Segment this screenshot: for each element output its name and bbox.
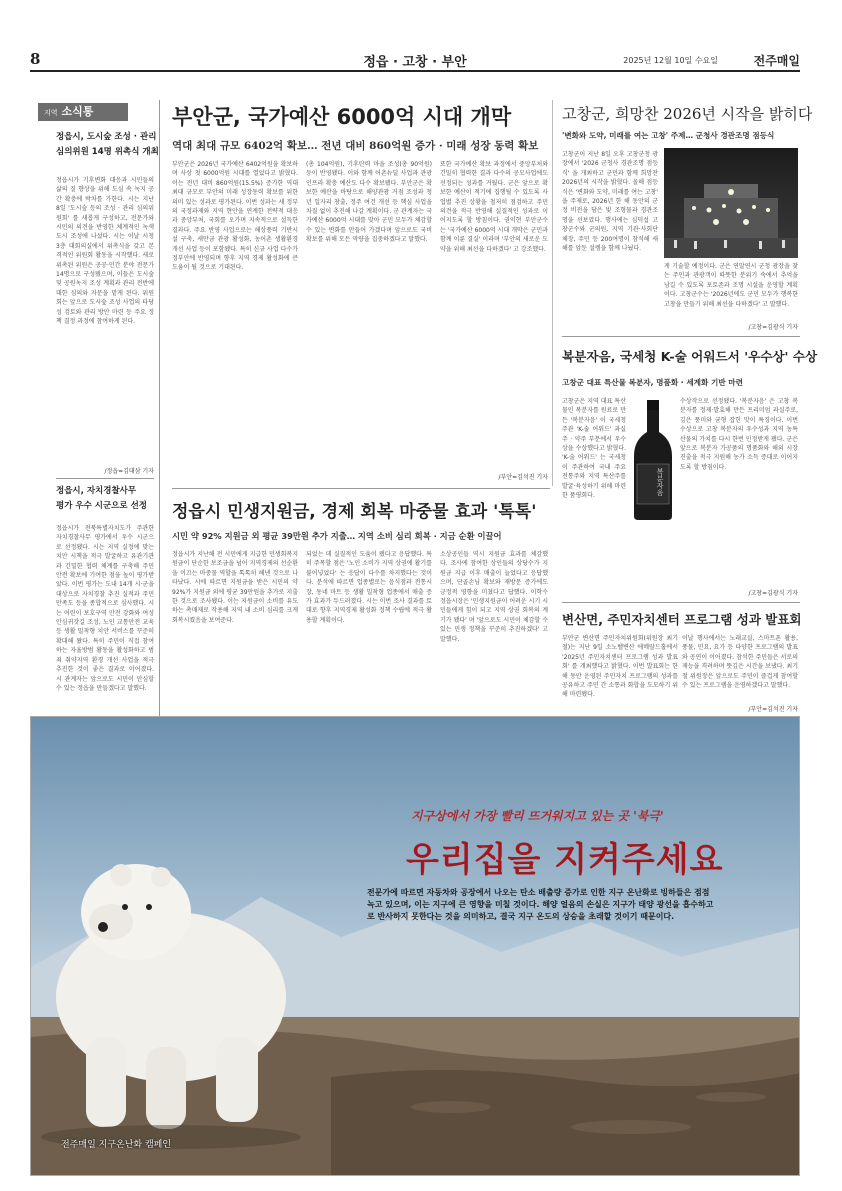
buan-col3-text: 또한 국가예산 확보 과정에서 중앙부처와 긴밀히 협력한 결과 다수의 공모사업에도 선정되는 성과를 거뒀다. 군은 앞으로 확보한 예산이 적기에 집행될 수 있도록 사업별 추진 상황을 철저히 점검하고 주민 의견을 적극 반영해 실질적인 성과로 이어지도록 할 방침이다. 권익현 부안군수는 '국가예산 6000억 시대 개막은 군민과 함께 이룬 결실' 이라며 '부안의 새로운 도약을 위해 최선을 다하겠다' 고 강조했다. [440,161,548,253]
jeongeup-col2-text: 되었는 데 실질적인 도움이 됐다고 응답했다. 특히 주목할 점은 '노인 소비가 지역 상권에 활기를 불어넣었다' 는 응답이 다수를 차지했다는 것이다. 분석에 따르면 업종별로는 음식점과 전통시장, 동네 마트 등 생활 밀착형 업종에서 매출 증가 효과가 두드러졌다. 시는 이번 조사 결과를 토대로 향후 지역경제 활성화 정책 수립에 적극 활용할 계획이다. [306,551,432,624]
bokbunja-col1-text: 고창군은 지역 대표 특산물인 복분자를 원료로 만든 '복분자음' 이 국세청 주관 'K-술 어워드' 과실주 · 약주 부문에서 우수상을 수상했다고 밝혔다. 'K-술 어워드' 는 국세청이 주관하여 국내 주요 전통주와 지역 특산주를 발굴·육성하기 위해 마련한 품평회다. [562,398,626,500]
sidebar-tag-small: 지역 [44,109,58,117]
page-number: 8 [30,50,41,68]
ad-body [367,887,787,923]
buan-subhead: 역대 최대 규모 6402억 확보… 전년 대비 860억원 증가 · 미래 성장 동력 확보 [172,140,539,152]
gochang-col2 [664,262,798,322]
publication-name: 전주매일 [753,54,800,68]
sidebar-item1-title [56,130,160,160]
sidebar-divider [56,478,154,479]
jeongeup-col3-text: 소상공인들 역시 지원금 효과를 체감했다. 조사에 참여한 상인들의 상당수가 지원금 지급 이후 매출이 늘었다고 응답했으며, 단골손님 확보와 재방문 증가에도 긍정적 영향을 미쳤다고 답했다. 이학수 정읍시장은 '민생지원금이 어려운 시기 시민들에게 힘이 되고 지역 상권 회복의 계기가 됐다' 며 '앞으로도 시민이 체감할 수 있는 민생 정책을 꾸준히 추진하겠다' 고 말했다. [440,551,548,643]
gochang-col2-text: 게 기술할 예정이다. 군은 연말연시 군청 광장을 찾는 주민과 관광객이 따뜻한 분위기 속에서 추억을 남길 수 있도록 포토존과 조명 시설을 운영할 계획이다. 고창군수는 '2026년에도 군민 모두가 행복한 고창을 만들기 위해 최선을 다하겠다' 고 말했다. [664,263,798,308]
sidebar-item2-text: 정읍시가 전북특별자치도가 주관한 자치경찰사무 평가에서 우수 시군으로 선정됐다. 시는 지역 실정에 맞는 치안 시책을 적극 발굴하고 유관기관과 긴밀한 협력 체계를 구축해 주민 안전 확보에 기여한 점을 높이 평가받았다. 이번 평가는 도내 14개 시·군을 대상으로 자치경찰 추진 실적과 주민 만족도 등을 종합적으로 심사했다. 시는 어린이 보호구역 안전 강화와 여성 안심귀갓길 조성, 노인 교통안전 교육 등 생활 밀착형 치안 서비스를 꾸준히 확대해 왔다. 특히 주민이 직접 참여하는 자율방범 활동을 활성화하고 범죄 취약지역 환경 개선 사업을 적극 추진한 것이 좋은 결과로 이어졌다. 시 관계자는 앞으로도 시민이 안심할 수 있는 정읍을 만들겠다고 말했다. [56,525,154,692]
buan-col1-text: 부안군은 2026년 국가예산 6402억원을 확보하며 사상 첫 6000억원 시대를 열었다고 밝혔다. 이는 전년 대비 860억원(15.5%) 증가한 역대 최대 규모로 부안의 미래 성장동력 확보를 위한 의미 있는 성과로 평가된다. 이번 성과는 새 정부의 국정과제와 지역 현안을 연계한 전략적 대응과 중앙부처, 국회를 오가며 지속적으로 설득한 결과다. 주요 반영 사업으로는 해상풍력 기반시설 구축, 새만금 관광 활성화, 농어촌 생활환경 개선 사업 등이 포함됐다. 특히 신규 사업 다수가 정부안에 반영되며 향후 지역 경제 활성화에 큰 도움이 될 것으로 기대된다. [172,161,298,272]
article-divider [172,488,550,489]
column-divider [552,100,553,486]
sidebar-item1-byline: /정읍=김대삼 기자 [104,468,154,475]
article-divider [562,602,800,603]
buan-col2 [306,160,432,486]
gochang-byline: /고창=김광식 기자 [748,324,798,331]
jeongeup-col2 [306,550,432,736]
jeongeup-subhead: 시민 약 92% 지원금 외 평균 39만원 추가 지출… 지역 소비 심리 회복 · 지금 순환 이끌어 [172,531,502,541]
byeonsan-col2-text: 이날 행사에서는 노래교실, 스마트폰 활용, 풍물, 민요, 요가 등 다양한 프로그램의 발표와 공연이 이어졌다. 참석한 주민들은 서로의 재능을 격려하며 뜻깊은 시간을 보냈다. 최기철 위원장은 앞으로도 주민이 즐겁게 참여할 수 있는 프로그램을 운영하겠다고 말했다. [682,635,798,690]
gochang-photo [664,148,798,258]
sidebar-item1-body [56,176,154,466]
buan-headline: 부안군, 국가예산 6000억 시대 개막 [172,105,512,129]
sidebar-item1-title-line1: 정읍시, 도시숲 조성 · 관리 [56,132,157,142]
bokbunja-col2 [680,397,798,587]
sidebar-tag-label: 소식통 [61,105,94,118]
buan-col2-text: (총 104억원), 기후탄력 마을 조성(총 90억원) 등이 반영됐다. 이와 함께 어촌뉴딜 사업과 관광 인프라 확충 예산도 다수 확보됐다. 부안군은 확보한 예산을 바탕으로 해양관광 거점 조성과 청년 일자리 창출, 정주 여건 개선 등 핵심 사업을 차질 없이 추진해 나갈 계획이다. 군 관계자는 국가예산 6000억 시대를 맞아 군민 모두가 체감할 수 있는 변화를 만들어 가겠다며 앞으로도 국비 확보를 위해 모든 역량을 집중하겠다고 말했다. [306,161,432,244]
ad-tagline: 지구상에서 가장 빨리 뜨거워지고 있는 곳 '북극' [411,809,664,823]
ad-body-line3: 로 반사하지 못한다는 것을 의미하고, 결국 지구 온도의 상승을 초래할 것이기 때문이다. [367,912,675,921]
sidebar-item2-title-line2: 평가 우수 시군으로 선정 [56,501,147,511]
bokbunja-col1a [562,397,626,521]
byeonsan-col1-text: 부안군 변산면 주민자치위원회(위원장 최기철)는 지난 9일 소노벨변산 에메랄드홀에서 '2025년 주민자치센터 프로그램 성과 발표회' 를 개최했다고 밝혔다. 이번 발표회는 한 해 동안 운영된 주민자치 프로그램의 성과를 공유하고 주민 간 소통과 화합을 도모하기 위해 마련됐다. [562,635,678,699]
article-divider [562,336,800,337]
night-lights-illustration [664,148,798,258]
byeonsan-col1 [562,634,678,718]
sidebar-item2-body [56,524,154,730]
ad-footer: 전주매일 지구온난화 캠페인 [61,1140,172,1150]
byeonsan-headline: 변산면, 주민자치센터 프로그램 성과 발표회 [562,612,802,627]
bokbunja-col2-text: 수상작으로 선정됐다. '복분자음' 은 고창 복분자를 정제·발효해 만든 프리미엄 과실주로, 깊은 풍미와 균형 잡힌 맛이 특징이다. 이번 수상으로 고창 복분자의 우수성과 지역 농특산물의 가치를 다시 한번 인정받게 됐다. 군은 앞으로 복분자 가공품의 명품화와 해외 시장 진출을 적극 지원해 농가 소득 증대로 이어지도록 할 방침이다. [680,398,798,471]
section-title: 정읍 · 고창 · 부안 [363,55,467,70]
byeonsan-byline: /부안=김석진 기자 [748,706,798,713]
bokbunja-subhead: 고창군 대표 특산물 복분자, 명품화 · 세계화 기반 마련 [562,378,743,387]
ad-body-line2: 녹고 있으며, 이는 지구에 큰 영향을 미칠 것이다. 해양 얼음의 손실은 지구가 태양 광선을 흡수하고 [367,900,714,909]
sidebar-tag [38,103,128,121]
jeongeup-col1 [172,550,298,736]
climate-campaign-ad [30,716,800,1176]
bokbunja-headline: 복분자음, 국세청 K-술 어워드서 '우수상' 수상 [562,349,818,364]
page-header [30,50,800,72]
buan-byline: /부안=김석진 기자 [498,474,548,481]
buan-col3 [440,160,548,478]
sidebar-item2-title-line1: 정읍시, 자치경찰사무 [56,486,137,496]
jeongeup-headline: 정읍시 민생지원금, 경제 회복 마중물 효과 '톡톡' [172,502,537,522]
gochang-col1 [562,150,658,286]
ad-background [31,717,800,1176]
ad-headline: 우리집을 지켜주세요 [406,840,724,880]
bottle-label: 복분자음 [656,468,664,496]
buan-col1 [172,160,298,486]
gochang-col1-text: 고창군이 지난 8일 오후 고창군청 광장에서 '2026 군청사 경관조명 점등식' 을 개최하고 군민과 함께 희망찬 2026년의 시작을 밝혔다. 올해 점등식은 '변화와 도약, 미래를 여는 고창' 을 주제로, 2026년 한 해 동안의 군정 비전을 담은 빛 조형물과 경관조명을 선보였다. 행사에는 심덕섭 고창군수와 군의원, 지역 기관·사회단체장, 주민 등 200여명이 참석해 새해를 앞둔 설렘을 함께 나눴다. [562,151,658,253]
sidebar-item1-title-line2: 심의위원 14명 위촉식 개최 [56,147,159,157]
jeongeup-col1-text: 정읍시가 지난해 전 시민에게 지급한 민생회복지원금이 단순한 보조금을 넘어 지역경제의 선순환을 이끄는 마중물 역할을 톡톡히 해낸 것으로 나타났다. 시에 따르면 지원금을 받은 시민의 약 92%가 지원금 외에 평균 39만원을 추가로 지출한 것으로 조사됐다. 이는 지원금이 소비를 유도하는 촉매제로 작용해 지역 내 소비 심리를 크게 회복시켰음을 보여준다. [172,551,298,624]
gochang-headline: 고창군, 희망찬 2026년 시작을 밝히다 [562,105,813,123]
sidebar-item1-text: 정읍시가 기후변화 대응과 시민들의 삶의 질 향상을 위해 도심 속 녹지 공간 확충에 박차를 가한다. 시는 지난 8일 '도시숲 등의 조성 · 관리 심의위원회' 를 새롭게 구성하고, 전문가와 시민의 의견을 반영한 체계적인 녹색 도시 조성에 나섰다. 시는 이날 시청 3층 대회의실에서 위촉식을 갖고 본격적인 위원회 활동을 시작했다. 새로 위촉된 위원은 공공·민간 분야 전문가 14명으로 구성됐으며, 이들은 도시숲 및 공원녹지 조성 계획과 관리 전반에 대한 심의와 자문을 맡게 된다. 위원회는 앞으로 도시숲 조성 사업의 타당성 검토와 관리 방안 마련 등 주요 정책 결정 과정에 참여하게 된다. [56,177,154,326]
bokbunja-byline: /고창=김광식 기자 [748,590,798,597]
jeongeup-col3 [440,550,548,726]
sidebar-item2-title [56,484,160,514]
byeonsan-col2 [682,634,798,702]
bokbunja-bottle-photo [628,398,678,522]
gochang-subhead: '변화와 도약, 미래를 여는 고창' 주제… 군청사 경관조명 점등식 [562,131,775,140]
wine-bottle-illustration [628,398,678,522]
ad-body-line1: 전문가에 따르면 자동차와 공장에서 나오는 탄소 배출량 증가로 인한 지구 온난화로 빙하들은 점점 [367,888,710,897]
issue-date: 2025년 12월 10일 수요일 [623,56,718,65]
